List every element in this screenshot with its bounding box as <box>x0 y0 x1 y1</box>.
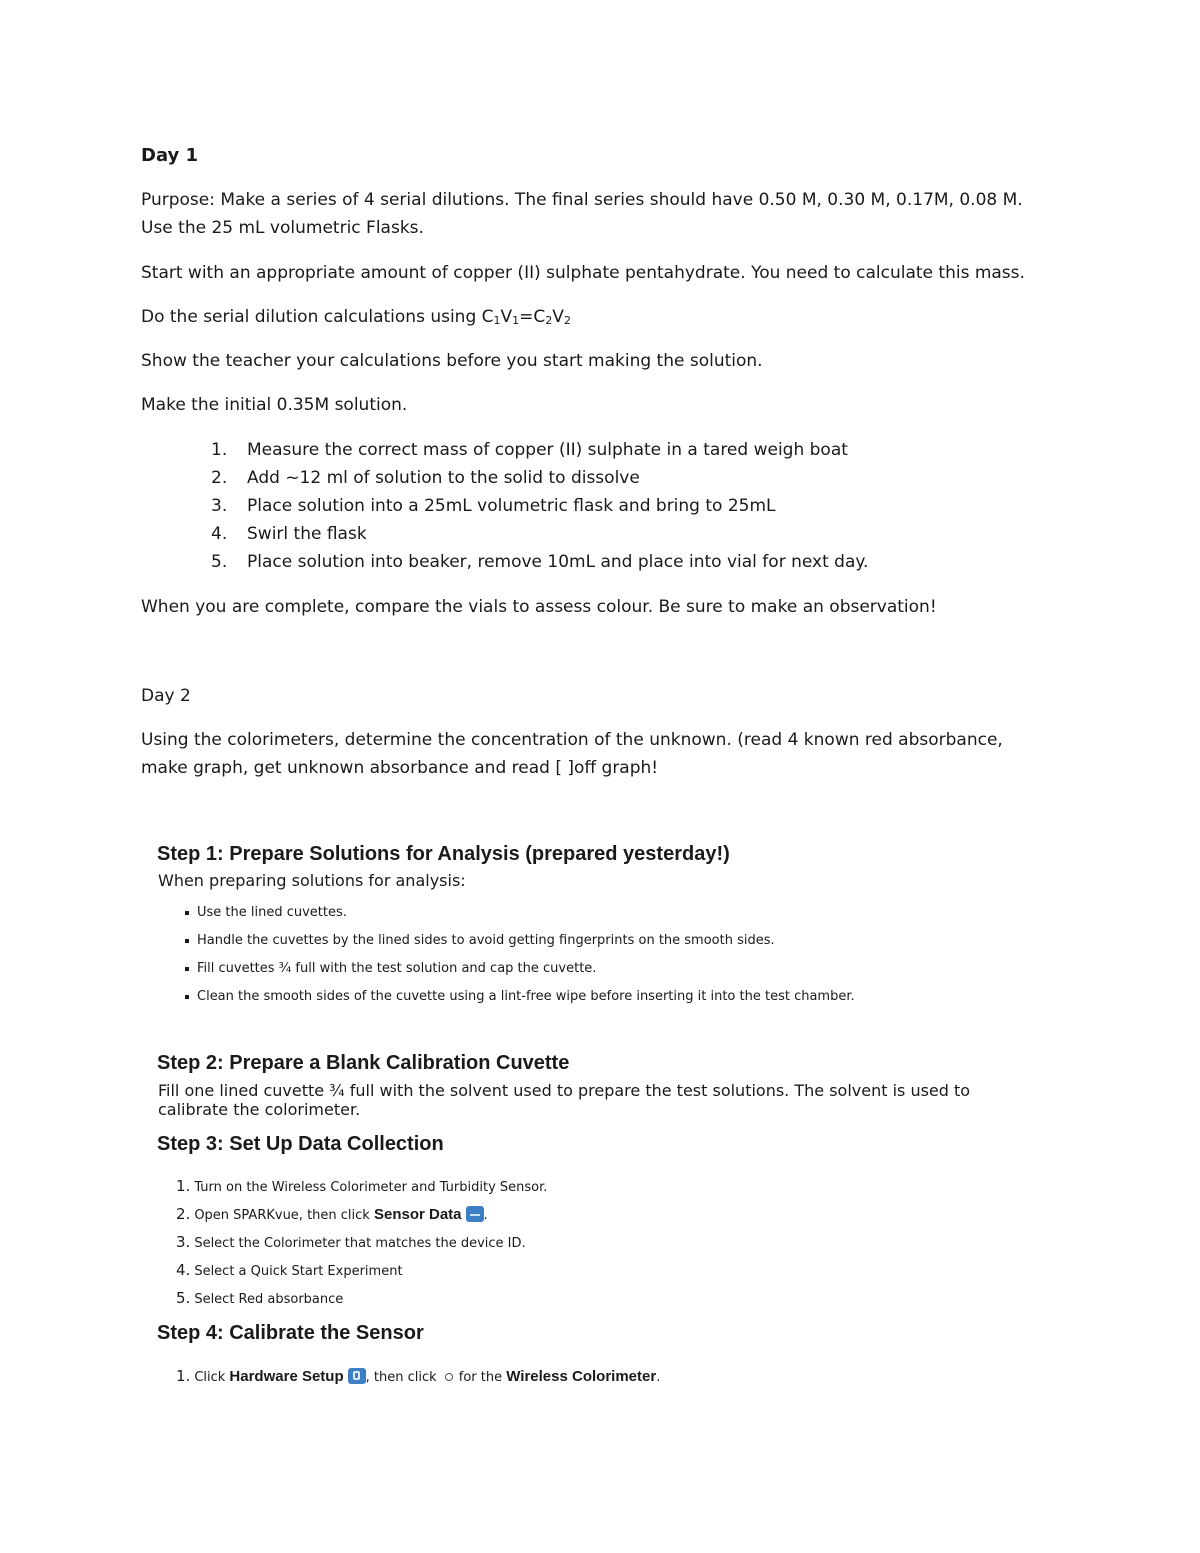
list-number: 1. <box>176 1367 191 1385</box>
list-text: Select the Colorimeter that matches the device ID. <box>194 1236 526 1251</box>
calc-text: =C <box>519 307 546 327</box>
list-number: 3. <box>176 1233 191 1251</box>
list-item <box>185 955 855 983</box>
step1-heading: Step 1: Prepare Solutions for Analysis (prepared yesterday!) <box>157 843 730 865</box>
calc-text: V <box>500 307 513 327</box>
sensor-data-label: Sensor Data <box>373 1206 462 1223</box>
purpose-line-1: Purpose: Make a series of 4 serial dilutions. The final series should have 0.50 M, 0.30 M, 0.17M, 0.08 M. <box>141 190 1023 210</box>
list-text: Handle the cuvettes by the lined sides to avoid getting fingerprints on the smooth sides. <box>197 933 775 948</box>
list-text: Place solution into a 25mL volumetric flask and bring to 25mL <box>247 496 776 516</box>
calc-text: V <box>552 307 564 327</box>
calculation-instruction <box>141 303 571 335</box>
list-item <box>211 464 868 492</box>
calc-sub: 2 <box>563 314 571 327</box>
list-text: Fill cuvettes ¾ full with the test solution and cap the cuvette. <box>197 961 597 976</box>
list-item <box>211 520 868 548</box>
bullet-icon <box>185 939 189 943</box>
day2-line-2: make graph, get unknown absorbance and read [ ]off graph! <box>141 758 659 778</box>
list-item <box>176 1256 547 1284</box>
list-text: Use the lined cuvettes. <box>197 905 347 920</box>
list-text: Measure the correct mass of copper (II) sulphate in a tared weigh boat <box>247 440 848 460</box>
step2-line-1: Fill one lined cuvette ¾ full with the solvent used to prepare the test solutions. The solvent is used to <box>158 1081 971 1100</box>
list-text: Place solution into beaker, remove 10mL and place into vial for next day. <box>247 552 869 572</box>
list-text: Add ~12 ml of solution to the solid to dissolve <box>247 468 640 488</box>
list-item <box>185 899 855 927</box>
list-number: 1. <box>211 440 228 460</box>
start-instruction: Start with an appropriate amount of copper (II) sulphate pentahydrate. You need to calculate this mass. <box>141 263 1025 283</box>
list-item <box>176 1228 547 1256</box>
day1-steps-list <box>211 436 868 576</box>
list-number: 5. <box>211 552 228 572</box>
list-item <box>211 492 868 520</box>
list-item <box>176 1362 660 1390</box>
list-item <box>176 1284 547 1312</box>
purpose-line-2: Use the 25 mL volumetric Flasks. <box>141 218 424 238</box>
calc-sub: 1 <box>512 314 520 327</box>
list-item <box>176 1200 547 1228</box>
day1-title: Day 1 <box>141 145 199 166</box>
list-text: , then click <box>365 1370 441 1385</box>
day2-line-1: Using the colorimeters, determine the concentration of the unknown. (read 4 known red absorbance, <box>141 730 1003 750</box>
list-number: 2. <box>211 468 228 488</box>
list-text: Swirl the flask <box>247 524 367 544</box>
step2-heading: Step 2: Prepare a Blank Calibration Cuvette <box>157 1052 570 1074</box>
list-number: 1. <box>176 1177 191 1195</box>
list-text: . <box>483 1208 488 1223</box>
list-text: for the <box>458 1370 507 1385</box>
calc-text: Do the serial dilution calculations using C <box>141 307 494 327</box>
list-text: Select a Quick Start Experiment <box>194 1264 403 1279</box>
step3-list <box>176 1172 547 1312</box>
hardware-setup-label: Hardware Setup <box>229 1368 344 1385</box>
list-item <box>211 436 868 464</box>
calc-sub: 2 <box>545 314 553 327</box>
list-number: 3. <box>211 496 228 516</box>
step4-heading: Step 4: Calibrate the Sensor <box>157 1322 424 1344</box>
list-text: Clean the smooth sides of the cuvette using a lint-free wipe before inserting it into the test chamber. <box>197 989 855 1004</box>
list-text: Open SPARKvue, then click <box>194 1208 374 1223</box>
list-item <box>185 983 855 1011</box>
show-teacher-instruction: Show the teacher your calculations before you start making the solution. <box>141 351 763 371</box>
step4-list <box>176 1362 660 1390</box>
step3-heading: Step 3: Set Up Data Collection <box>157 1133 444 1155</box>
complete-instruction: When you are complete, compare the vials to assess colour. Be sure to make an observation! <box>141 597 937 617</box>
hardware-setup-icon <box>348 1368 366 1384</box>
bullet-icon <box>185 911 189 915</box>
list-text: . <box>656 1370 661 1385</box>
list-item <box>211 548 868 576</box>
bullet-icon <box>185 995 189 999</box>
wireless-colorimeter-label: Wireless Colorimeter <box>506 1368 657 1385</box>
list-text: Click <box>194 1370 230 1385</box>
list-number: 2. <box>176 1205 191 1223</box>
list-item <box>176 1172 547 1200</box>
bullet-icon <box>185 967 189 971</box>
list-number: 4. <box>176 1261 191 1279</box>
list-text: Select Red absorbance <box>194 1292 344 1307</box>
day2-title: Day 2 <box>141 686 191 706</box>
list-text: Turn on the Wireless Colorimeter and Turbidity Sensor. <box>194 1180 548 1195</box>
gear-icon <box>445 1373 453 1381</box>
calc-sub: 1 <box>493 314 501 327</box>
step1-bullets <box>185 899 855 1011</box>
sensor-data-icon <box>466 1206 484 1222</box>
make-solution-instruction: Make the initial 0.35M solution. <box>141 395 408 415</box>
list-number: 5. <box>176 1289 191 1307</box>
step2-line-2: calibrate the colorimeter. <box>158 1100 361 1119</box>
list-item <box>185 927 855 955</box>
step1-intro: When preparing solutions for analysis: <box>158 871 466 890</box>
list-number: 4. <box>211 524 228 544</box>
